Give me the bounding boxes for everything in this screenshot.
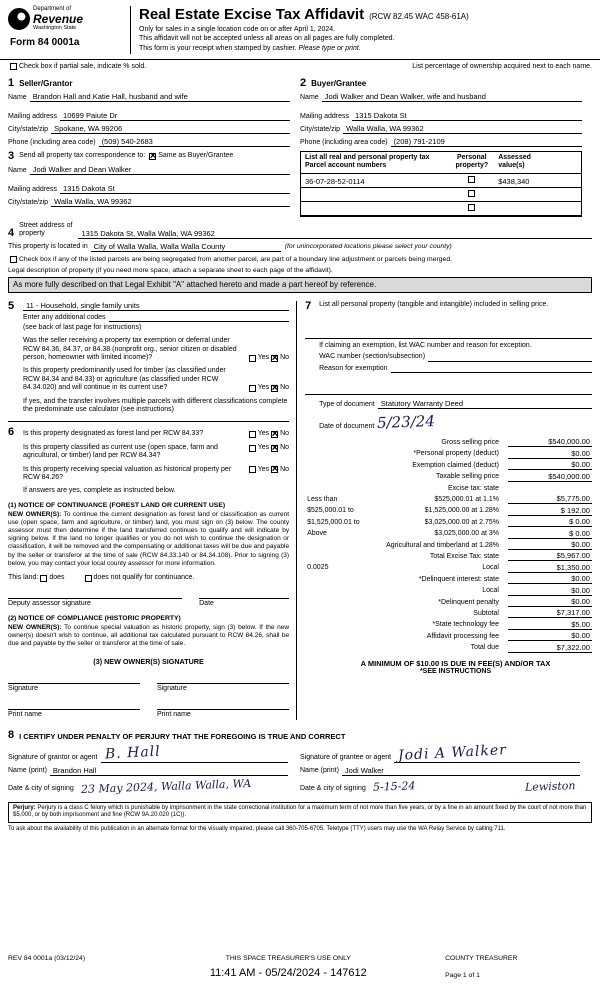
exemption-deferral-question: Was the seller receiving a property tax exemption or deferral under RCW 84.36, 84.37, or 84.38 (nonprofit org., senior citizen or disabled person, homeowner with limited income)?	[23, 337, 237, 362]
tax-value: $5.00	[508, 620, 592, 630]
tax-row-exemption-claimed: Exemption claimed (deduct) $0.00	[412, 460, 590, 470]
tax-value: $5,967.00	[508, 551, 592, 561]
grantor-signature: B. Hall	[104, 743, 161, 763]
tax-value: $1,350.00	[508, 563, 592, 573]
tax-value: $0.00	[508, 597, 592, 607]
perjury-notice	[8, 802, 592, 823]
owner-print-name-line: Print name	[8, 709, 140, 719]
parcel-header: List all real and personal property tax Parcel account numbers	[305, 154, 430, 170]
section-certification	[0, 728, 600, 797]
tax-row-delinquent-interest-local: Local $0.00	[482, 585, 590, 595]
county-treasurer-label: COUNTY TREASURER	[445, 954, 518, 962]
grantee-signature: Jodi A Walker	[397, 741, 508, 764]
tax-value: $5,775.00	[508, 494, 592, 504]
tax-value: $0.00	[508, 631, 592, 641]
section2-title: Buyer/Grantee	[311, 79, 367, 89]
tax-row-taxable-selling-price: Taxable selling price $540,000.00	[435, 471, 590, 481]
tax-row-total-due: Total due $7,322.00	[470, 642, 590, 652]
buyer-phone-value: (208) 791-2109	[391, 137, 582, 147]
buyer-mailing-value: 1315 Dakota St	[352, 111, 582, 121]
new-owner-signature-title: (3) NEW OWNER(S) SIGNATURE	[93, 657, 204, 667]
title-block	[130, 6, 592, 54]
owner-signature-row	[8, 683, 289, 693]
page-indicator: Page 1 of 1	[445, 971, 480, 979]
correspondence-name-value: Jodi Walker and Dean Walker	[30, 165, 290, 175]
doc-date-label: Date of document	[319, 422, 375, 430]
grantor-signature-label: Signature of grantor or agent	[8, 754, 98, 762]
personal-property-checkbox	[468, 176, 475, 183]
parcel-row	[301, 202, 581, 216]
tax-row-tier3: $1,525,000.01 to $3,025,000.00 at 2.75% $ 0.00	[307, 517, 590, 527]
tax-row-delinquent-penalty: *Delinquent penalty $0.00	[438, 596, 590, 606]
cashier-stamp: 11:41 AM - 05/24/2024 - 147612	[209, 966, 367, 979]
parcel-table	[300, 151, 582, 217]
s6q1-yes-checkbox	[249, 431, 256, 438]
parcel-row	[301, 188, 581, 202]
deputy-assessor-row	[8, 598, 289, 608]
agency-block	[8, 6, 130, 54]
partial-sale-label: Check box if partial sale, indicate % sold.	[19, 62, 147, 70]
exemption-label: If claiming an exemption, list WAC number and reason for exception.	[319, 341, 532, 349]
tax-value: $ 192.00	[508, 506, 592, 516]
grantor-name-label: Name (print)	[8, 767, 47, 775]
dor-logo-icon	[8, 8, 30, 30]
seller-name-value: Brandon Hall and Katie Hall, husband and wife	[30, 92, 290, 102]
seller-csz-value: Spokane, WA 99206	[51, 124, 290, 134]
tax-value: $ 0.00	[508, 517, 592, 527]
segregated-label: Check box if any of the listed parcels are being segregated from another parcel, are part of a boundary line adjustment or parcels being merged.	[19, 255, 452, 263]
minimum-due-note: A MINIMUM OF $10.00 IS DUE IN FEE(S) AND/OR TAX *SEE INSTRUCTIONS	[360, 658, 551, 675]
s5q2-no-checkbox	[271, 385, 278, 392]
certification-statement: I CERTIFY UNDER PENALTY OF PERJURY THAT THE FOREGOING IS TRUE AND CORRECT	[19, 731, 346, 741]
rev-number: REV 84 0001a (03/12/24)	[8, 954, 86, 962]
current-use-question: Is this property classified as current use (open space, farm and agricultural, or timber) land per RCW 84.34?	[23, 443, 218, 460]
buyer-csz-value: Walla Walla, WA 99362	[343, 124, 582, 134]
correspondence-name-label: Name	[8, 166, 27, 174]
send-correspondence-label: Send all property tax correspondence to:	[19, 152, 146, 160]
additional-codes-label: Enter any additional codes	[23, 313, 106, 321]
personal-property-checkbox	[468, 204, 475, 211]
treasurer-space-label: THIS SPACE TREASURER'S USE ONLY	[225, 954, 351, 962]
parcel-number-value: 36-07-28-52-0114	[301, 176, 449, 188]
tax-value: $0.00	[508, 586, 592, 596]
s5q2-yes-checkbox	[249, 385, 256, 392]
partial-sale-checkbox	[10, 63, 17, 70]
seller-phone-label: Phone (including area code)	[8, 138, 96, 146]
s6q1-no-checkbox	[271, 431, 278, 438]
timber-agriculture-question: Is this property predominantly used for timber (as classified under RCW 84.34 and 84.33) or agriculture (as classified under RCW 84.34.020) and will continue in its current use?	[23, 367, 226, 392]
tax-row-local: 0.0025 Local $1,350.00	[307, 562, 590, 572]
tax-value: $0.00	[508, 460, 592, 470]
notice-continuance-title: (1) NOTICE OF CONTINUANCE (FOREST LAND OR CURRENT USE)	[8, 501, 226, 509]
correspondence-mailing-value: 1315 Dakota St	[60, 184, 290, 194]
parcel-row	[301, 174, 581, 188]
notice-continuance-text: NEW OWNER(S): To continue the current designation as forest land or classification as current use (open space, farm and agriculture, or timber) land, you must sign on (3) below. The county assessor must then determine if the land transferred continues to qualify and will indicate by signing below. If the land no longer qualifies or you do not wish to continue the designation or classification, it will be removed and the compensating or additional taxes will be due and payable by the seller or transferor at the time of sale (RCW 84.33.140 or 84.34.108). Prior to signing (3) below, you may contact your local county assessor for more information.	[8, 510, 290, 567]
section-buyer-grantee	[300, 74, 592, 147]
buyer-name-label: Name	[300, 93, 319, 101]
reason-exemption-label: Reason for exemption	[319, 364, 388, 372]
tax-value: $540,000.00	[508, 472, 592, 482]
land-does-checkbox	[40, 575, 47, 582]
tax-value: $ 0.00	[508, 529, 592, 539]
doc-type-label: Type of document	[319, 400, 375, 408]
assessed-value: $438,340	[494, 176, 581, 188]
buyer-mailing-label: Mailing address	[300, 112, 350, 120]
parcel-table-block	[300, 147, 592, 217]
seller-name-label: Name	[8, 93, 27, 101]
rcw-reference: (RCW 82.45 WAC 458-61A)	[369, 12, 469, 21]
notice-compliance-title: (2) NOTICE OF COMPLIANCE (HISTORIC PROPERTY)	[8, 614, 181, 622]
tax-row-tier1: Less than $525,000.01 at 1.1% $5,775.00	[307, 494, 590, 504]
s6q2-yes-checkbox	[249, 445, 256, 452]
section6-number: 6	[8, 426, 15, 439]
reason-exemption-line	[391, 365, 592, 373]
section1-title: Seller/Grantor	[19, 79, 73, 89]
tax-row-subtotal: Subtotal $7,317.00	[473, 608, 590, 618]
doc-type-value: Statutory Warranty Deed	[378, 399, 592, 409]
additional-codes-line	[109, 314, 290, 322]
grantor-date-label: Date & city of signing	[8, 785, 74, 793]
tax-row-total-excise-state: Total Excise Tax: state $5,967.00	[429, 551, 590, 561]
tax-row-state-technology-fee: *State technology fee $5.00	[432, 619, 590, 629]
wac-number-line	[428, 354, 592, 362]
land-does-not-label: does not qualify for continuance.	[93, 573, 195, 581]
assessed-value-header: Assessed value(s)	[498, 154, 531, 170]
note-fully-completed: This affidavit will not be accepted unless all areas on all pages are fully completed.	[139, 35, 395, 43]
perjury-text: Perjury is a class C felony which is punishable by imprisonment in the state correctional institution for a maximum term of not more than five years, or by a fine in an amount fixed by the court of not more than $5,000, or by both imprisonment and fine (RCW 9A.20.020 (1C)).	[13, 804, 587, 819]
excise-tax-table	[305, 436, 592, 652]
section-personal-property	[305, 301, 592, 676]
dept-subtitle: Washington State	[33, 25, 77, 32]
doc-date-value: 5/23/24	[377, 412, 436, 433]
tax-row-gross-selling-price: Gross selling price $540,000.00	[441, 437, 590, 447]
grantor-name-value: Brandon Hall	[50, 766, 288, 776]
accessibility-note: To ask about the availability of this publication in an alternate format for the visually impaired, please call 360-705-6705. Teletype (TTY) users may use the WA Relay Service by calling 711.	[8, 825, 506, 832]
parcel-number-value	[301, 199, 449, 202]
street-address-value: 1315 Dakota St, Walla Walla, WA 99362	[78, 229, 592, 239]
grantee-date-label: Date & city of signing	[300, 785, 366, 793]
section1-number: 1	[8, 77, 15, 90]
predominate-use-note: If yes, and the transfer involves multiple parcels with different classifications complete the predominate use calculator (see instructions)	[23, 397, 288, 414]
seller-mailing-value: 10699 Paiute Dr	[60, 111, 290, 121]
personal-property-header: Personal property?	[455, 154, 489, 170]
seller-phone-value: (509) 540-2683	[99, 137, 290, 147]
land-qualify-row	[8, 574, 289, 582]
legal-description-value: As more fully described on that Legal Exhibit "A" attached hereto and made a part hereof by reference.	[8, 277, 592, 293]
buyer-csz-label: City/state/zip	[300, 125, 341, 133]
form-number: Form 84 0001a	[10, 36, 80, 48]
tax-row-agricultural: Agricultural and timberland at 1.28% $0.00	[386, 540, 590, 549]
s5q1-yes-checkbox	[249, 355, 256, 362]
wac-number-label: WAC number (section/subsection)	[319, 353, 426, 361]
s6q3-yes-checkbox	[249, 466, 256, 473]
s5q1-no-checkbox	[271, 355, 278, 362]
same-as-buyer-checkbox	[149, 153, 156, 160]
ownership-percentage-note: List percentage of ownership acquired next to each name.	[412, 62, 592, 70]
dept-name: Revenue	[33, 12, 84, 27]
tax-value: $7,317.00	[508, 608, 592, 618]
correspondence-csz-label: City/state/zip	[8, 198, 49, 206]
page-title: Real Estate Excise Tax Affidavit	[139, 6, 365, 23]
grantor-date-city-value: 23 May 2024, Walla Walla, WA	[80, 777, 252, 797]
tax-row-tier4: Above $3,025,000.00 at 3% $ 0.00	[307, 528, 590, 538]
section5-number: 5	[8, 299, 15, 312]
grantee-date-value: 5-15-24	[372, 779, 416, 795]
tax-value: $540,000.00	[508, 437, 592, 447]
assessed-value	[494, 213, 581, 216]
tax-row-personal-property-deduct: *Personal property (deduct) $0.00	[413, 448, 590, 458]
tax-value: $7,322.00	[508, 643, 592, 653]
section-land-designation: 6 Is this property designated as forest land per RCW 84.33? Yes × No Is this property classified as current use (open space, farm and agricultural, or timber) land per RCW 84.34? Yes × No Is this property receiving special valuation as historical property per RCW 84.26? Yes × No If answers are yes, complete as instructed below. (1) NOTICE OF CONTINUANCE (FOREST LAND OR CURRENT USE) NEW OWNER(S): To continue the current designation as forest land or classification as current use (open space, farm and agriculture, or timber) land, you must sign on (3) below. The county assessor must then determine if the land transferred continues to qualify and will indicate by signing below. If the land no longer qualifies or you do not wish to continue the designation or classification, it will be removed and the compensating or additional taxes will be due and payable by the seller or transferor at the time of sale (RCW 84.33.140 or 84.34.108). Prior to signing (3) below, you may contact your local county assessor for more information. This land: does does not qualify for continuance. Deputy assessor signature Date (2) NOTICE OF COMPLIANCE (HISTORIC PROPERTY) NEW OWNER(S): To continue special valuation as historic property, sign (3) below. If the new owner(s) doesn't wish to continue, all additional tax calculated pursuant to RCW 84.26, shall be due and payable by the seller or transferor at the time of sale. (3) NEW OWNER(S) SIGNATURE Signature Signature Print name Print name	[8, 421, 289, 719]
land-does-label: does	[49, 573, 65, 581]
divider	[305, 394, 592, 395]
correspondence-mailing-label: Mailing address	[8, 185, 58, 193]
this-land-label: This land:	[8, 573, 39, 581]
buyer-phone-label: Phone (including area code)	[300, 138, 388, 146]
deputy-date-line: Date	[199, 598, 289, 608]
buyer-name-value: Jodi Walker and Dean Walker, wife and husband	[322, 92, 582, 102]
tax-row-excise-tax-state: Excise tax: state	[448, 484, 499, 492]
tax-row-tier2: $525,000.01 to $1,525,000.00 at 1.28% $ 192.00	[307, 505, 590, 515]
section4-number: 4	[8, 226, 15, 239]
section8-number: 8	[8, 728, 15, 741]
s6q2-no-checkbox	[271, 445, 278, 452]
grantee-signature-label: Signature of grantee or agent	[300, 754, 392, 762]
located-in-note: (for unincorporated locations please select your county)	[284, 243, 452, 251]
dept-line1: Department of	[33, 6, 72, 12]
partial-sale-row	[0, 59, 600, 74]
historic-property-question: Is this property receiving special valuation as historical property per RCW 84.26?	[23, 465, 232, 481]
header	[0, 0, 600, 56]
perjury-lead: Perjury:	[13, 804, 36, 811]
note-receipt: This form is your receipt when stamped by cashier. Please type or print.	[139, 45, 361, 53]
seller-csz-label: City/state/zip	[8, 125, 49, 133]
personal-property-checkbox	[468, 190, 475, 197]
grantor-signature-block	[8, 743, 300, 797]
s6q3-no-checkbox	[271, 466, 278, 473]
forest-land-question: Is this property designated as forest land per RCW 84.33?	[23, 430, 204, 438]
owner-signature-line: Signature	[157, 683, 289, 693]
note-single-location: Only for sales in a single location code on or after April 1, 2024.	[139, 25, 336, 33]
parcel-number-value	[301, 213, 449, 216]
section-seller-grantor	[8, 74, 300, 147]
footer	[0, 955, 600, 988]
land-does-not-checkbox	[85, 575, 92, 582]
deputy-assessor-signature-line: Deputy assessor signature	[8, 598, 182, 608]
grantee-city-value: Lewiston	[525, 779, 577, 795]
section-use-codes: 5 11 - Household, single family units Enter any additional codes (see back of last page for instructions) Was the seller receiving a property tax exemption or deferral under RCW 84.36, 84.37, or 84.38 (nonprofit org., senior citizen or disabled person, homeowner with limited income)? Yes × No Is this property predominantly used for timber (as classified under RCW 84.34 and 84.33) or agriculture (as classified under RCW 84.34.020) and will continue in its current use? Yes × No If yes, and the transfer involves multiple parcels with different classifications complete the predominate use calculator (see instructions)	[8, 301, 289, 415]
tax-row-delinquent-interest-state: *Delinquent interest: state $0.00	[418, 574, 590, 584]
property-use-code-value: 11 - Household, single family units	[23, 301, 289, 311]
segregated-checkbox	[10, 256, 17, 263]
correspondence-csz-value: Walla Walla, WA 99362	[51, 197, 290, 207]
located-in-label: This property is located in	[8, 243, 88, 251]
tax-value: $0.00	[508, 574, 592, 584]
grantee-name-label: Name (print)	[300, 767, 339, 775]
section2-number: 2	[300, 77, 307, 90]
located-in-value: City of Walla Walla, Walla Walla County	[91, 242, 281, 252]
seller-mailing-label: Mailing address	[8, 112, 58, 120]
if-yes-instruction: If answers are yes, complete as instructed below.	[23, 487, 176, 495]
section-tax-correspondence	[8, 147, 300, 217]
section7-number: 7	[305, 299, 312, 312]
tax-value: $0.00	[508, 540, 592, 550]
grantee-signature-block	[300, 743, 592, 794]
section3-number: 3	[8, 150, 15, 163]
divider	[305, 338, 592, 339]
notice-compliance-text: NEW OWNER(S): To continue special valuation as historic property, sign (3) below. If the new owner(s) doesn't wish to continue, all additional tax calculated pursuant to RCW 84.26, shall be due and payable by the seller or transferor at the time of sale.	[8, 623, 290, 647]
legal-description-label: Legal description of property (if you need more space, attach a separate sheet to each page of the affidavit).	[8, 266, 333, 274]
section-street-address	[0, 217, 600, 293]
assessed-value	[494, 199, 581, 202]
grantee-name-value: Jodi Walker	[342, 766, 580, 776]
owner-print-name-row	[8, 709, 289, 719]
street-address-label: Street address of property	[19, 221, 73, 238]
additional-codes-note: (see back of last page for instructions)	[23, 323, 142, 331]
owner-print-name-line: Print name	[157, 709, 289, 719]
personal-property-label: List all personal property (tangible and intangible) included in selling price.	[319, 300, 549, 308]
owner-signature-line: Signature	[8, 683, 140, 693]
tax-row-affidavit-processing-fee: Affidavit processing fee $0.00	[426, 631, 590, 641]
same-as-buyer-label: Same as Buyer/Grantee	[158, 152, 234, 160]
tax-value: $0.00	[508, 449, 592, 459]
